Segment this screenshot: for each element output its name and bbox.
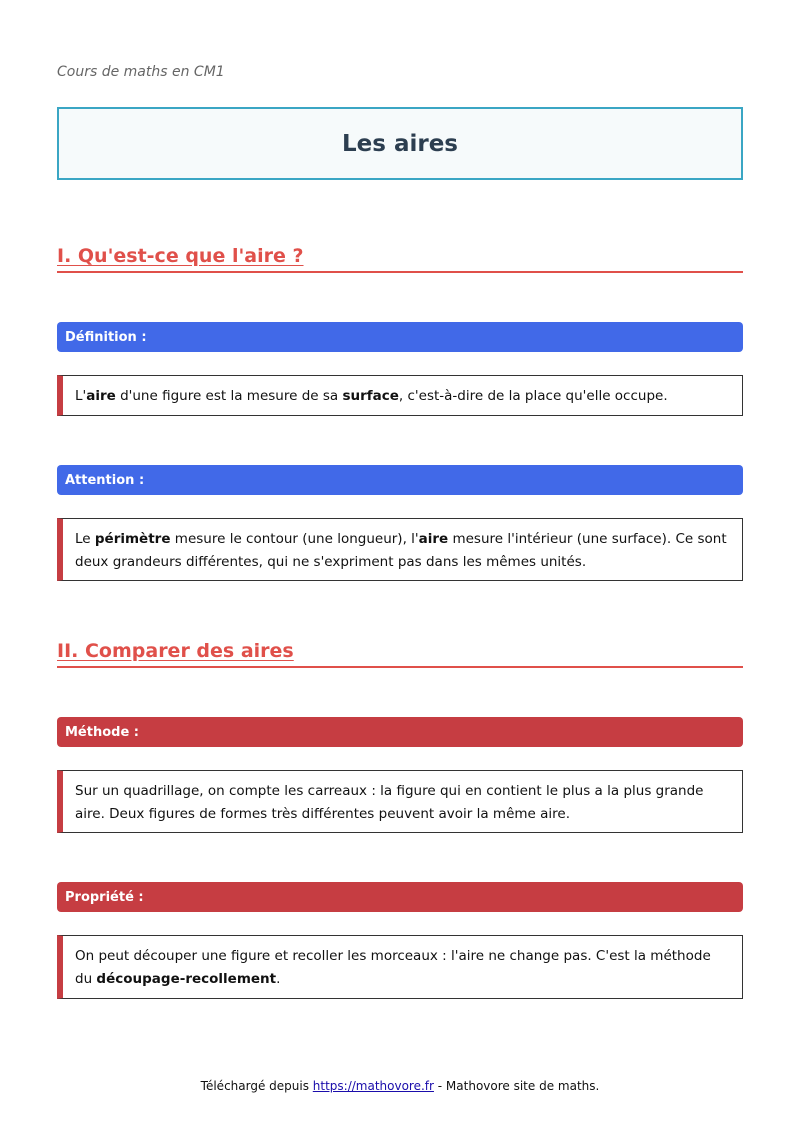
methode-label-bar [57, 717, 743, 747]
propriete-label: Propriété : [65, 889, 144, 905]
propriete-label-bar [57, 882, 743, 912]
propriete-bold-decoupage: découpage-recollement [96, 971, 277, 987]
page-subtitle: Cours de maths en CM1 [57, 64, 225, 80]
section-title-2: II. Comparer des aires [57, 640, 294, 662]
methode-label: Méthode : [65, 724, 140, 740]
section-heading-1 [57, 245, 743, 273]
attention-text-1: Le [75, 531, 95, 547]
section-heading-2 [57, 640, 743, 668]
attention-label: Attention : [65, 472, 145, 488]
attention-label-bar [57, 465, 743, 495]
section-title-1: I. Qu'est-ce que l'aire ? [57, 245, 304, 267]
attention-text-2: mesure le contour (une longueur), l' [170, 531, 419, 547]
definition-bold-aire: aire [86, 388, 116, 404]
footer-link[interactable]: https://mathovore.fr [312, 1079, 434, 1093]
definition-text-2: d'une figure est la mesure de sa [115, 388, 343, 404]
page-title: Les aires [342, 130, 458, 157]
definition-content [57, 375, 743, 416]
attention-bold-aire: aire [418, 531, 449, 547]
methode-text: Sur un quadrillage, on compte les carreaux : la figure qui en contient le plus a la plus grande aire. Deux figures de formes très différentes peuvent avoir la même aire. [75, 783, 704, 822]
propriete-text-1: On peut découper une figure et recoller les morceaux : l'aire ne change pas. C'est la méthode du [75, 948, 711, 987]
footer-suffix: - Mathovore site de maths. [433, 1079, 600, 1093]
methode-content [57, 770, 743, 833]
definition-text-3: , c'est-à-dire de la place qu'elle occupe. [398, 388, 668, 404]
attention-bold-perimetre: périmètre [94, 531, 171, 547]
title-box [57, 107, 743, 180]
footer-prefix: Téléchargé depuis [200, 1079, 313, 1093]
footer [0, 1079, 800, 1093]
definition-text-1: L' [75, 388, 87, 404]
attention-content [57, 518, 743, 581]
definition-bold-surface: surface [342, 388, 399, 404]
propriete-content [57, 935, 743, 999]
propriete-text-2: . [276, 971, 281, 987]
attention-text-3: mesure l'intérieur (une surface). Ce sont deux grandeurs différentes, qui ne s'expriment pas dans les mêmes unités. [75, 531, 727, 570]
definition-label: Définition : [65, 329, 147, 345]
definition-label-bar [57, 322, 743, 352]
